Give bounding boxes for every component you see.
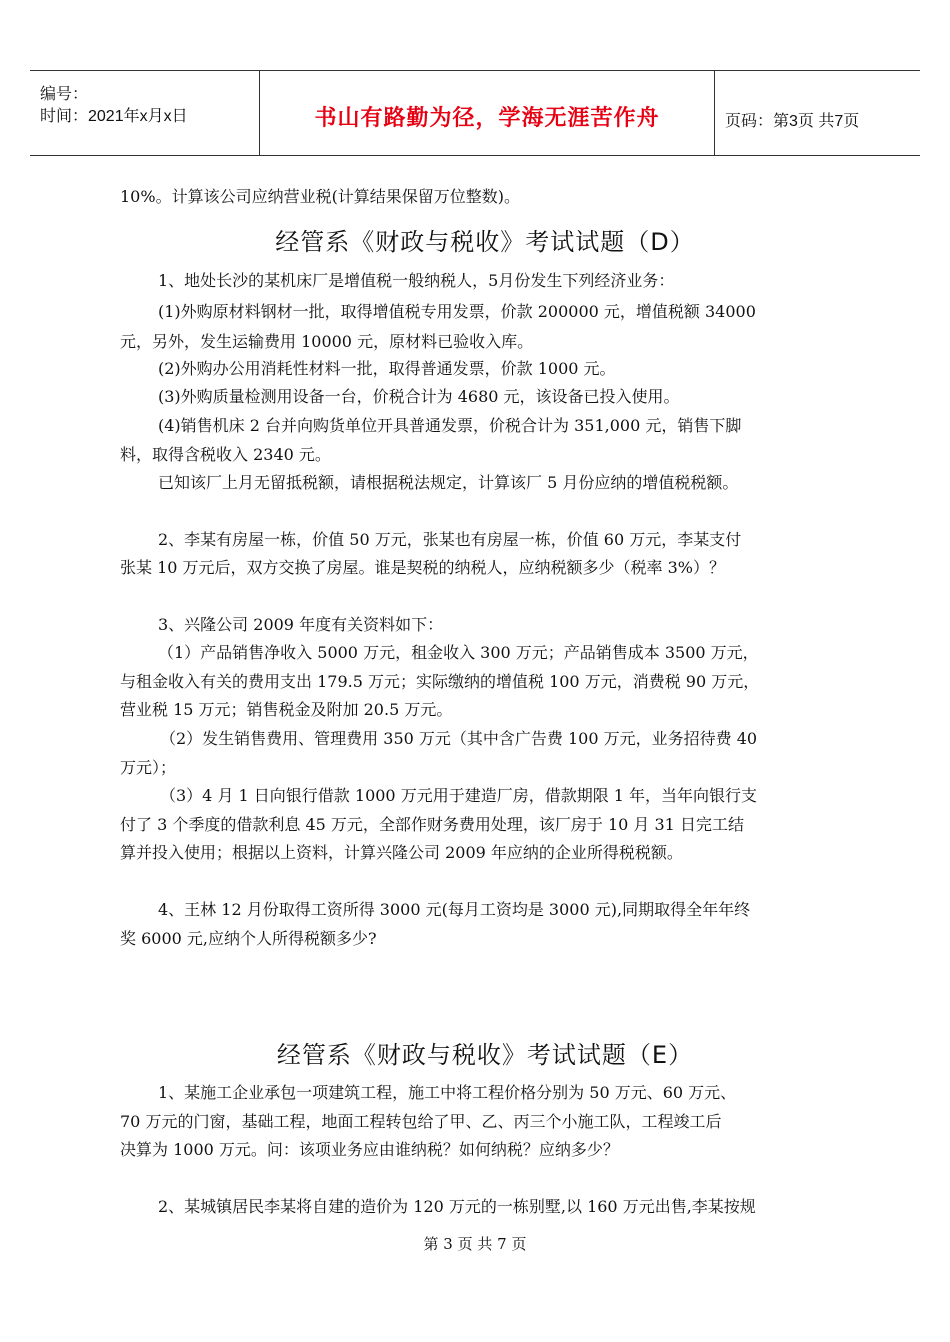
paragraph-line: (3)外购质量检测用设备一台，价税合计为 4680 元，该设备已投入使用。 (158, 387, 680, 406)
header-page-cell (715, 71, 920, 155)
paragraph-line: （3）4 月 1 日向银行借款 1000 万元用于建造厂房，借款期限 1 年，当年向银行支 (160, 786, 758, 805)
number-label: 编号： (40, 86, 89, 103)
time-label: 时间：2021年x月x日 (40, 108, 188, 125)
page-footer: 第 3 页 共 7 页 (423, 1235, 527, 1253)
paragraph-line: 付了 3 个季度的借款利息 45 万元，全部作财务费用处理，该厂房于 10 月 31 日完工结 (120, 815, 744, 834)
paragraph-line: 4、王林 12 月份取得工资所得 3000 元(每月工资均是 3000 元),同期取得全年年终 (158, 900, 751, 919)
paragraph-line: (1)外购原材料钢材一批，取得增值税专用发票，价款 200000 元，增值税额 34000 (158, 302, 756, 321)
paragraph-line: 营业税 15 万元；销售税金及附加 20.5 万元。 (120, 700, 453, 719)
paragraph-line: 2、李某有房屋一栋，价值 50 万元，张某也有房屋一栋，价值 60 万元，李某支付 (158, 530, 742, 549)
paragraph-line: (2)外购办公用消耗性材料一批，取得普通发票，价款 1000 元。 (158, 359, 616, 378)
paragraph-line: （1）产品销售净收入 5000 万元，租金收入 300 万元；产品销售成本 3500 万元， (158, 643, 759, 662)
paragraph-line: 与租金收入有关的费用支出 179.5 万元；实际缴纳的增值税 100 万元，消费税 90 万元， (120, 672, 760, 691)
paragraph-line: 3、兴隆公司 2009 年度有关资料如下： (158, 615, 444, 634)
paragraph-line: 算并投入使用；根据以上资料，计算兴隆公司 2009 年应纳的企业所得税税额。 (120, 843, 683, 862)
paragraph-line: (4)销售机床 2 台并向购货单位开具普通发票，价税合计为 351,000 元，销售下脚 (158, 416, 742, 435)
paragraph-line: 张某 10 万元后，双方交换了房屋。谁是契税的纳税人，应纳税额多少（税率 3%）？ (120, 558, 726, 577)
paragraph-line: 已知该厂上月无留抵税额，请根据税法规定，计算该厂 5 月份应纳的增值税税额。 (158, 473, 739, 492)
paragraph-line: 1、某施工企业承包一项建筑工程，施工中将工程价格分别为 50 万元、60 万元、 (158, 1083, 737, 1102)
header-meta (30, 71, 259, 155)
paragraph-line: 1、地处长沙的某机床厂是增值税一般纳税人，5月份发生下列经济业务： (158, 271, 675, 290)
motto: 书山有路勤为径，学海无涯苦作舟 (314, 106, 660, 131)
paragraph-line: 万元）； (120, 758, 177, 777)
paragraph-line: 奖 6000 元,应纳个人所得税额多少? (120, 929, 377, 948)
page-header (30, 70, 920, 156)
header-motto-cell (259, 71, 715, 155)
paragraph-line: 10%。计算该公司应纳营业税(计算结果保留万位整数)。 (120, 187, 521, 206)
exam-title-e: 经管系《财政与税收》考试试题（E） (276, 1041, 694, 1069)
paragraph-line: （2）发生销售费用、管理费用 350 万元（其中含广告费 100 万元，业务招待费 40 (160, 729, 758, 748)
paragraph-line: 决算为 1000 万元。问：该项业务应由谁纳税？如何纳税？应纳多少？ (120, 1140, 619, 1159)
paragraph-line: 2、某城镇居民李某将自建的造价为 120 万元的一栋别墅,以 160 万元出售,李某按规 (158, 1197, 756, 1216)
exam-title-d: 经管系《财政与税收》考试试题（D） (275, 228, 695, 256)
paragraph-line: 70 万元的门窗，基础工程，地面工程转包给了甲、乙、丙三个小施工队，工程竣工后 (120, 1112, 722, 1131)
paragraph-line: 料，取得含税收入 2340 元。 (120, 445, 331, 464)
page-label: 页码：第3页 共7页 (725, 113, 860, 130)
paragraph-line: 元，另外，发生运输费用 10000 元，原材料已验收入库。 (120, 332, 534, 351)
